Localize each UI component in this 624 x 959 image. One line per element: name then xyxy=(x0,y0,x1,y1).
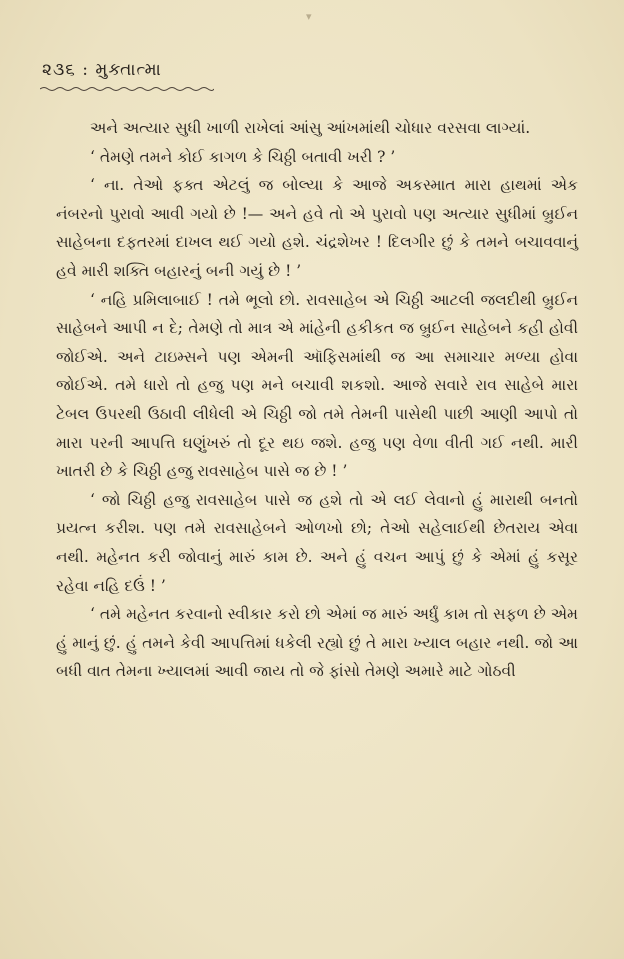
header-wavy-rule xyxy=(40,86,214,92)
running-header: ૨૩૬ : મુક્તાત્મા xyxy=(42,60,162,80)
paragraph: ‘ જો ચિઠ્ઠી હજુ રાવસાહેબ પાસે જ હશે તો એ લઈ લેવાનો હું મારાથી બનતો પ્રયત્ન કરીશ. પણ તમે રાવસાહેબને ઓળખો છો; તેઓ સહેલાઈથી છેતરાય એવા નથી. મહેનત કરી જોવાનું મારું કામ છે. અને હું વચન આપું છું કે એમાં હું કસૂર રહેવા નહિ દઉં ! ’ xyxy=(56,490,578,595)
paragraph: ‘ તમે મહેનત કરવાનો સ્વીકાર કરો છો એમાં જ મારું અર્ધું કામ તો સફળ છે એમ હું માનું છું. હું તમને કેવી આપત્તિમાં ધકેલી રહ્યો છું તે મારા ખ્યાલ બહાર નથી. જો આ બધી વાત તેમના ખ્યાલમાં આવી જાય તો જે ફાંસો તેમણે અમારે માટે ગોઠવી xyxy=(56,605,578,681)
paragraph: ‘ તેમણે તમને કોઈ કાગળ કે ચિઠ્ઠી બતાવી ખરી ? ’ xyxy=(90,147,396,166)
paragraph: ‘ ના. તેઓ ફક્ત એટલું જ બોલ્યા કે આજે અકસ્માત મારા હાથમાં એક નંબરનો પુરાવો આવી ગયો છે !— અને હવે તો એ પુરાવો પણ અત્યાર સુધીમાં બ્રુઈન સાહેબના દફતરમાં દાખલ થઈ ગયો હશે. ચંદ્રશેખર ! દિલગીર છું કે તમને બચાવવાનું હવે મારી શક્તિ બહારનું બની ગયું છે ! ’ xyxy=(56,176,578,280)
paragraph: ‘ નહિ પ્રમિલાબાઈ ! તમે ભૂલો છો. રાવસાહેબ એ ચિઠ્ઠી આટલી જલદીથી બ્રુઈન સાહેબને આપી ન દે; તેમણે તો માત્ર એ માંહેની હકીકત જ બ્રુઈન સાહેબને કહી હોવી જોઈએ. અને ટાઇમ્સને પણ એમની ઑફિસમાંથી જ આ સમાચાર મળ્યા હોવા જોઈએ. તમે ધારો તો હજુ પણ મને બચાવી શકશો. આજે સવારે રાવ સાહેબે મારા ટેબલ ઉપરથી ઉઠાવી લીધેલી એ ચિઠ્ઠી જો તમે તેમની પાસેથી પાછી આણી આપો તો મારા પરની આપત્તિ ઘણુંખરું તો દૂર થઇ જશે. હજુ પણ વેળા વીતી ગઈ નથી. મારી ખાતરી છે કે ચિઠ્ઠી હજુ રાવસાહેબ પાસે જ છે ! ’ xyxy=(56,290,578,481)
page-body xyxy=(56,114,578,686)
paragraph: અને અત્યાર સુધી ખાળી રાખેલાં આંસુ આંખમાંથી ચોધાર વરસવા લાગ્યાં. xyxy=(90,119,531,137)
page-speck-mark: ▾ xyxy=(306,10,312,23)
